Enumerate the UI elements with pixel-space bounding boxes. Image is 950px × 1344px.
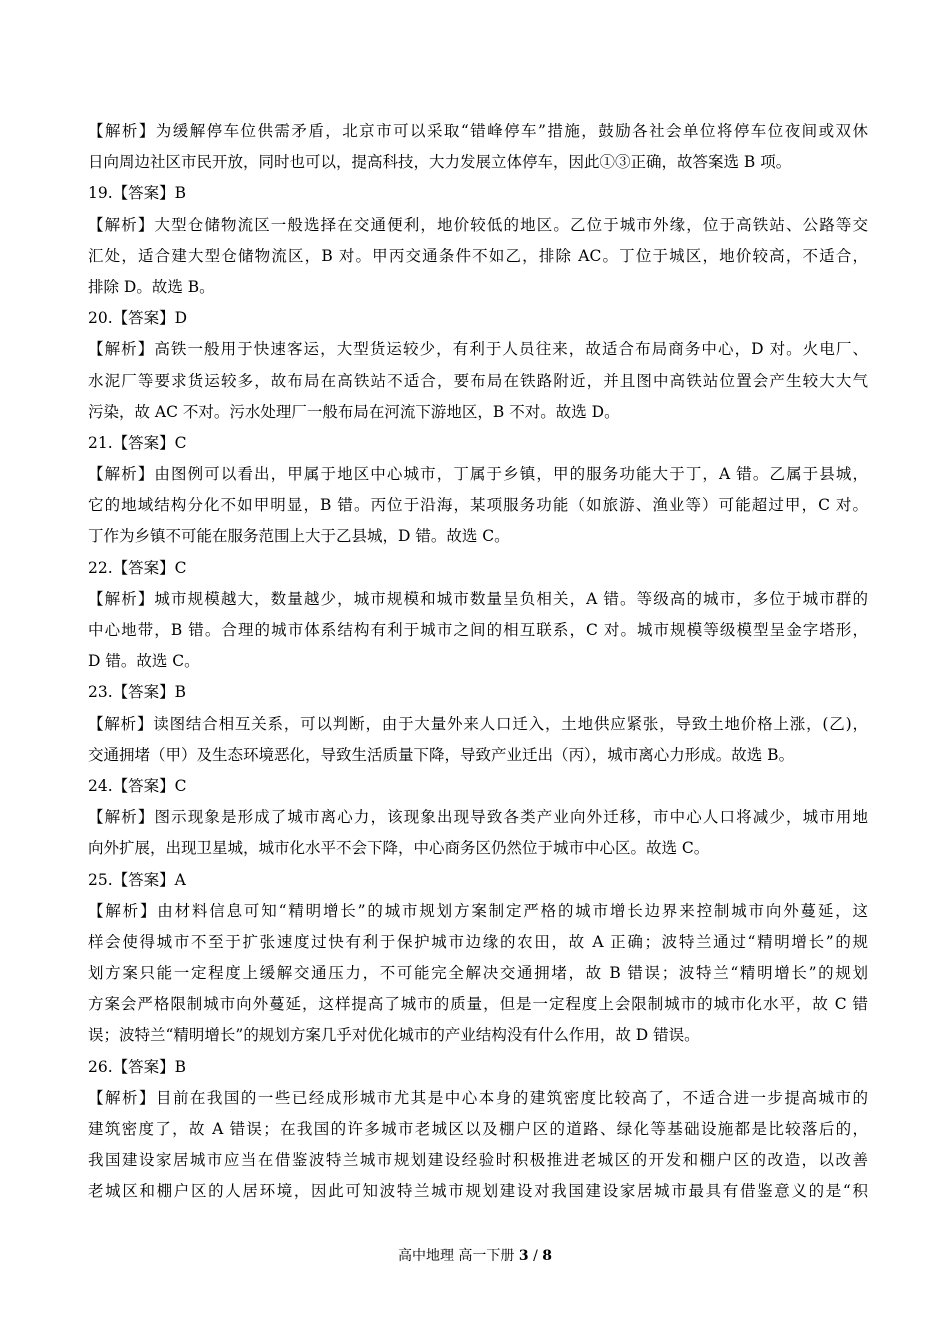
analysis-line: 【解析】高铁一般用于快速客运，大型货运较少，有利于人员往来，故适合布局商务中心，D 对。火电厂、	[88, 340, 868, 359]
analysis-line: 它的地域结构分化不如甲明显，B 错。丙位于沿海，某项服务功能（如旅游、渔业等）可能超过甲，C 对。	[88, 496, 868, 515]
answer-line: 22.【答案】C	[88, 558, 187, 577]
analysis-line: 误；波特兰“精明增长”的规划方案几乎对优化城市的产业结构没有什么作用，故 D 错误。	[88, 1026, 700, 1045]
analysis-line: 我国建设家居城市应当在借鉴波特兰城市规划建设经验时积极推进老城区的开发和棚户区的改造，以改善	[88, 1151, 868, 1170]
analysis-line: 【解析】由材料信息可知“精明增长”的城市规划方案制定严格的城市增长边界来控制城市向外蔓延，这	[88, 901, 868, 920]
page-footer	[0, 1247, 950, 1265]
analysis-line: 【解析】城市规模越大，数量越少，城市规模和城市数量呈负相关，A 错。等级高的城市，多位于城市群的	[88, 589, 868, 608]
footer-page-total: 8	[542, 1248, 553, 1264]
answer-line: 24.【答案】C	[88, 776, 187, 795]
analysis-line: 老城区和棚户区的人居环境，因此可知波特兰城市规划建设对我国建设家居城市最具有借鉴意义的是“积	[88, 1182, 868, 1201]
analysis-line: 【解析】图示现象是形成了城市离心力，该现象出现导致各类产业向外迁移，市中心人口将减少，城市用地	[88, 808, 868, 827]
analysis-line: 样会使得城市不至于扩张速度过快有利于保护城市边缘的农田，故 A 正确；波特兰通过“精明增长”的规	[88, 932, 868, 951]
analysis-line: 中心地带，B 错。合理的城市体系结构有利于城市之间的相互联系，C 对。城市规模等级模型呈金字塔形，	[88, 621, 868, 639]
answer-line: 23.【答案】B	[88, 683, 187, 702]
footer-page-number: 3	[518, 1248, 529, 1264]
analysis-line: 【解析】读图结合相互关系，可以判断，由于大量外来人口迁入，土地供应紧张，导致土地价格上涨，(乙)，	[88, 714, 868, 733]
analysis-line: 污染，故 AC 不对。污水处理厂一般布局在河流下游地区，B 不对。故选 D。	[88, 402, 620, 421]
analysis-line: 交通拥堵（甲）及生态环境恶化，导致生活质量下降，导致产业迁出（丙），城市离心力形成。故选 B。	[88, 745, 795, 764]
document-body	[88, 116, 868, 1208]
analysis-line: 【解析】由图例可以看出，甲属于地区中心城市，丁属于乡镇，甲的服务功能大于丁，A 错。乙属于县城，	[88, 465, 868, 484]
answer-line: 21.【答案】C	[88, 433, 187, 452]
analysis-line: 排除 D。故选 B。	[88, 277, 215, 296]
analysis-line: 水泥厂等要求货运较多，故布局在高铁站不适合，要布局在铁路附近，并且图中高铁站位置会产生较大大气	[88, 371, 868, 390]
analysis-line: 【解析】大型仓储物流区一般选择在交通便利，地价较低的地区。乙位于城市外缘，位于高铁站、公路等交	[88, 215, 868, 234]
analysis-line: 方案会严格限制城市向外蔓延，这样提高了城市的质量，但是一定程度上会限制城市的城市化水平，故 C 错	[88, 995, 868, 1014]
answer-line: 20.【答案】D	[88, 309, 188, 328]
analysis-line: 划方案只能一定程度上缓解交通压力，不可能完全解决交通拥堵，故 B 错误；波特兰“精明增长”的规划	[88, 964, 868, 983]
answer-line: 26.【答案】B	[88, 1057, 187, 1076]
answer-line: 19.【答案】B	[88, 184, 187, 203]
answer-line: 25.【答案】A	[88, 870, 186, 889]
analysis-line: 向外扩展，出现卫星城，城市化水平不会下降，中心商务区仍然位于城市中心区。故选 C。	[88, 839, 710, 858]
analysis-line: D 错。故选 C。	[88, 652, 200, 671]
analysis-line: 日向周边社区市民开放，同时也可以，提高科技，大力发展立体停车，因此①③正确，故答案选 B 项。	[88, 153, 792, 172]
analysis-line: 建筑密度了，故 A 错误；在我国的许多城市老城区以及棚户区的道路、绿化等基础设施都是比较落后的，	[88, 1120, 868, 1138]
analysis-line: 【解析】为缓解停车位供需矛盾，北京市可以采取“错峰停车”措施，鼓励各社会单位将停车位夜间或双休	[88, 122, 868, 140]
analysis-line: 【解析】目前在我国的一些已经成形城市尤其是中心本身的建筑密度比较高了，不适合进一步提高城市的	[88, 1088, 868, 1107]
footer-label: 高中地理 高一下册	[397, 1248, 515, 1264]
analysis-line: 丁作为乡镇不可能在服务范围上大于乙县城，D 错。故选 C。	[88, 527, 510, 546]
footer-separator: /	[528, 1248, 543, 1264]
analysis-line: 汇处，适合建大型仓储物流区，B 对。甲丙交通条件不如乙，排除 AC。丁位于城区，地价较高，不适合，	[88, 246, 868, 265]
